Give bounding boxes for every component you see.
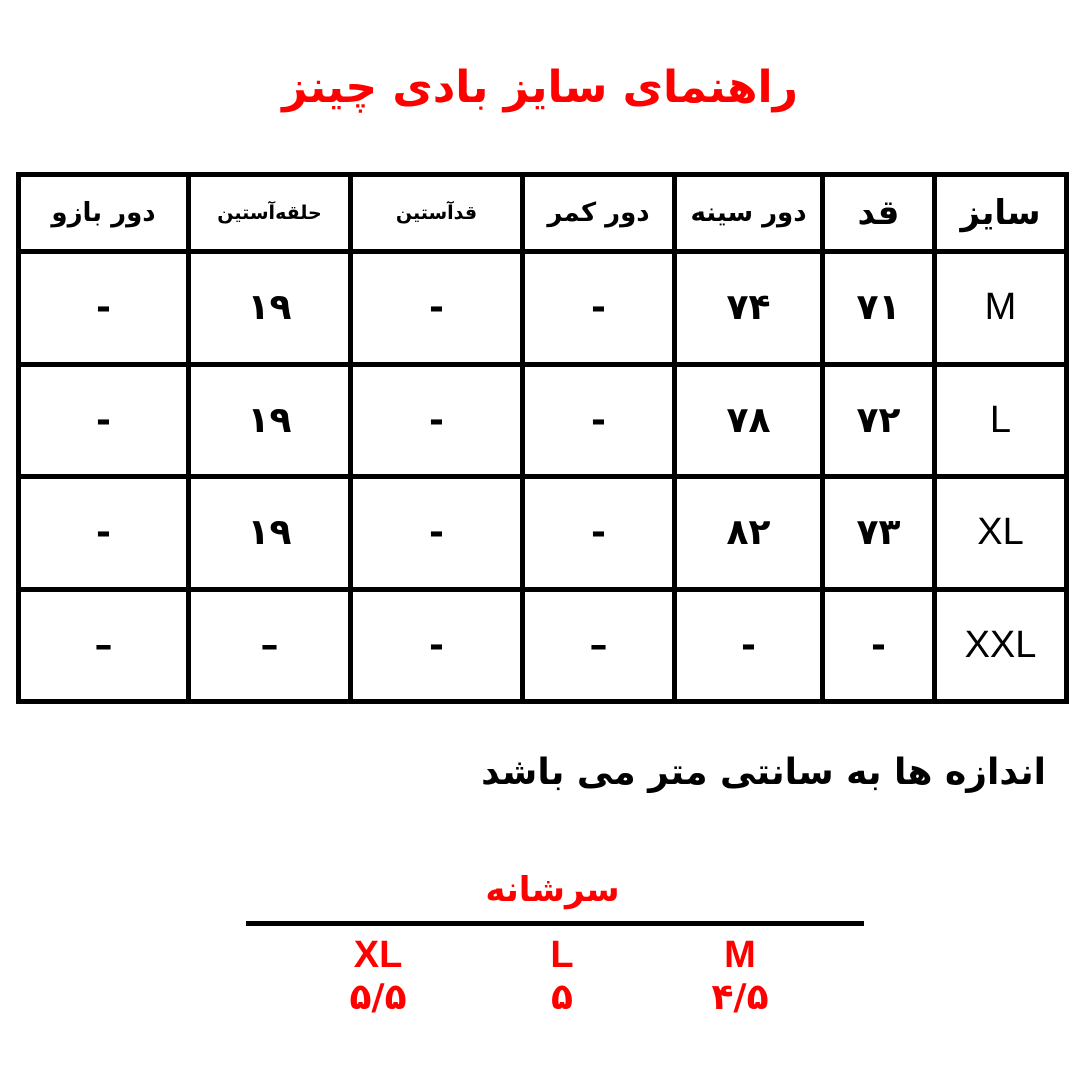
cell-waist: - [523,477,675,590]
cell-chest: ۷۸ [675,364,823,477]
cell-chest: ۸۲ [675,477,823,590]
header-size: سایز [935,175,1067,252]
cell-waist: – [523,589,675,702]
cell-length: ۷۳ [823,477,935,590]
cell-armhole: ۱۹ [189,252,351,365]
shoulder-item-xl [318,934,438,1020]
table-header-row [19,175,1067,252]
header-waist: دور کمر [523,175,675,252]
cell-arm: – [19,589,189,702]
cell-armhole: ۱۹ [189,477,351,590]
shoulder-divider [246,921,864,926]
cell-arm: - [19,252,189,365]
shoulder-item-m [680,934,800,1020]
shoulder-size-value: ۵/۵ [349,977,407,1018]
shoulder-size-value: ۵ [551,977,573,1018]
cell-size: L [935,364,1067,477]
shoulder-size-label: L [550,934,574,976]
cell-armhole: ۱۹ [189,364,351,477]
table-row [19,364,1067,477]
cell-armhole: – [189,589,351,702]
shoulder-size-value: ۴/۵ [711,977,769,1018]
size-table [16,172,1069,704]
cell-waist: - [523,364,675,477]
header-chest: دور سینه [675,175,823,252]
cell-chest: - [675,589,823,702]
cell-sleeve-length: - [351,477,523,590]
table-row [19,589,1067,702]
page-title: راهنمای سایز بادی چینز [282,62,798,113]
cell-size: M [935,252,1067,365]
header-sleeve-length: قدآستین [351,175,523,252]
table-row [19,477,1067,590]
cell-sleeve-length: - [351,364,523,477]
shoulder-size-label: XL [353,934,403,976]
cell-length: ۷۱ [823,252,935,365]
cell-size: XXL [935,589,1067,702]
cell-chest: ۷۴ [675,252,823,365]
header-armhole: حلقه‌آستین [189,175,351,252]
cell-waist: - [523,252,675,365]
shoulder-size-label: M [724,934,756,976]
units-note: اندازه ها به سانتی متر می باشد [481,752,1046,793]
table-row [19,252,1067,365]
cell-sleeve-length: - [351,252,523,365]
cell-arm: - [19,477,189,590]
cell-length: - [823,589,935,702]
cell-length: ۷۲ [823,364,935,477]
cell-arm: - [19,364,189,477]
header-length: قد [823,175,935,252]
shoulder-item-l [502,934,622,1020]
cell-sleeve-length: - [351,589,523,702]
cell-size: XL [935,477,1067,590]
shoulder-title: سرشانه [485,870,620,910]
header-arm: دور بازو [19,175,189,252]
